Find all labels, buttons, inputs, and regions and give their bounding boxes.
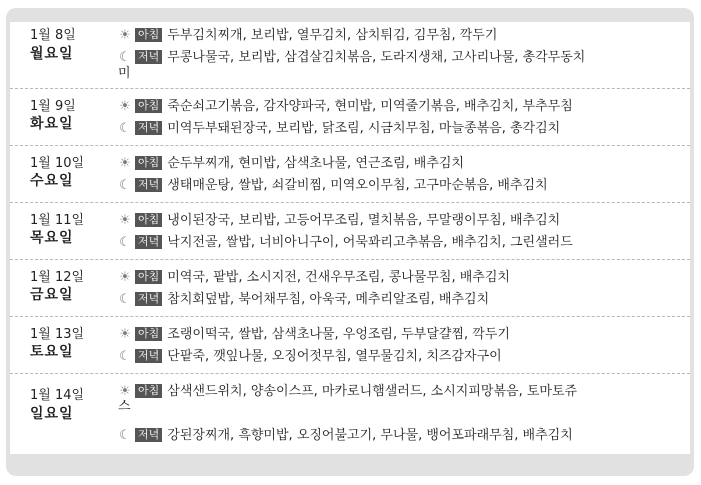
breakfast-badge: 아침 (135, 156, 162, 170)
day-date: 1월 11일 (30, 213, 85, 228)
day-row-thu (10, 202, 690, 259)
day-date: 1월 12일 (30, 270, 85, 285)
dinner-menu: 참치회덮밥, 북어채무침, 아욱국, 메추리알조림, 배추김치 (167, 292, 490, 307)
moon-icon: ☾ (119, 235, 131, 250)
breakfast-menu-continued: 스 (118, 399, 131, 414)
dinner-menu-continued: 미 (118, 66, 131, 81)
breakfast-line (118, 384, 686, 399)
breakfast-menu: 냉이된장국, 보리밥, 고등어무조림, 멸치볶음, 무말랭이무침, 배추김치 (167, 213, 561, 228)
breakfast-badge: 아침 (135, 384, 162, 398)
dinner-line (118, 292, 686, 307)
weekly-menu-panel (10, 22, 690, 454)
breakfast-menu: 두부김치찌개, 보리밥, 열무김치, 삼치튀김, 김무침, 깍두기 (167, 28, 498, 43)
dinner-menu: 낙지전골, 쌀밥, 너비아니구이, 어묵꽈리고추볶음, 배추김치, 그린샐러드 (167, 235, 573, 250)
dinner-line (118, 235, 686, 250)
moon-icon: ☾ (119, 178, 131, 193)
dinner-badge: 저녁 (135, 121, 162, 135)
dinner-menu: 미역두부돼된장국, 보리밥, 닭조림, 시금치무침, 마늘종볶음, 총각김치 (167, 121, 561, 136)
sun-icon: ☀ (119, 270, 131, 285)
day-weekday: 목요일 (30, 230, 74, 246)
breakfast-line (118, 28, 686, 43)
day-date: 1월 9일 (30, 99, 76, 114)
day-weekday: 수요일 (30, 173, 74, 189)
dinner-badge: 저녁 (135, 178, 162, 192)
dinner-menu: 강된장찌개, 흑향미밥, 오징어불고기, 무나물, 뱅어포파래무침, 배추김치 (167, 428, 573, 443)
breakfast-menu: 죽순쇠고기볶음, 감자양파국, 현미밥, 미역줄기볶음, 배추김치, 부추무침 (167, 99, 573, 114)
day-row-wed (10, 145, 690, 202)
dinner-line (118, 349, 686, 364)
breakfast-menu: 삼색샌드위치, 양송이스프, 마카로니햄샐러드, 소시지피망볶음, 토마토쥬 (167, 384, 578, 399)
dinner-badge: 저녁 (135, 50, 162, 64)
dinner-badge: 저녁 (135, 235, 162, 249)
day-date: 1월 10일 (30, 156, 85, 171)
dinner-badge: 저녁 (135, 349, 162, 363)
breakfast-badge: 아침 (135, 270, 162, 284)
day-date: 1월 14일 (30, 388, 85, 403)
breakfast-line (118, 270, 686, 285)
breakfast-line (118, 156, 686, 171)
dinner-badge: 저녁 (135, 428, 162, 442)
day-date: 1월 8일 (30, 28, 76, 43)
day-date: 1월 13일 (30, 327, 85, 342)
dinner-line (118, 121, 686, 136)
sun-icon: ☀ (119, 384, 131, 399)
breakfast-badge: 아침 (135, 28, 162, 42)
breakfast-menu: 순두부찌개, 현미밥, 삼색초나물, 연근조림, 배추김치 (167, 156, 465, 171)
day-row-fri (10, 259, 690, 316)
dinner-menu: 무콩나물국, 보리밥, 삼겹살김치볶음, 도라지생채, 고사리나물, 총각무동치 (167, 50, 586, 65)
breakfast-badge: 아침 (135, 99, 162, 113)
moon-icon: ☾ (119, 292, 131, 307)
breakfast-badge: 아침 (135, 327, 162, 341)
day-weekday: 일요일 (30, 406, 74, 422)
moon-icon: ☾ (119, 50, 131, 65)
day-weekday: 월요일 (30, 46, 74, 62)
dinner-menu: 단팥죽, 깻잎나물, 오징어젓무침, 열무물김치, 치즈감자구이 (167, 349, 502, 364)
moon-icon: ☾ (119, 121, 131, 136)
breakfast-line (118, 99, 686, 114)
sun-icon: ☀ (119, 28, 131, 43)
day-weekday: 토요일 (30, 344, 74, 360)
sun-icon: ☀ (119, 99, 131, 114)
day-row-mon (10, 22, 690, 88)
dinner-line (118, 178, 686, 193)
sun-icon: ☀ (119, 327, 131, 342)
day-row-tue (10, 88, 690, 145)
breakfast-line (118, 327, 686, 342)
breakfast-menu: 미역국, 팥밥, 소시지전, 건새우무조림, 콩나물무침, 배추김치 (167, 270, 510, 285)
dinner-badge: 저녁 (135, 292, 162, 306)
dinner-line (118, 50, 686, 65)
breakfast-menu: 조랭이떡국, 쌀밥, 삼색초나물, 우엉조림, 두부달걀찜, 깍두기 (167, 327, 510, 342)
day-weekday: 화요일 (30, 116, 74, 132)
dinner-menu: 생태매운탕, 쌀밥, 쇠갈비찜, 미역오이무침, 고구마순볶음, 배추김치 (167, 178, 548, 193)
moon-icon: ☾ (119, 428, 131, 443)
day-row-sat (10, 316, 690, 373)
day-row-sun (10, 373, 690, 454)
breakfast-badge: 아침 (135, 213, 162, 227)
moon-icon: ☾ (119, 349, 131, 364)
breakfast-line (118, 213, 686, 228)
day-weekday: 금요일 (30, 287, 74, 303)
sun-icon: ☀ (119, 213, 131, 228)
sun-icon: ☀ (119, 156, 131, 171)
dinner-line (118, 428, 686, 443)
